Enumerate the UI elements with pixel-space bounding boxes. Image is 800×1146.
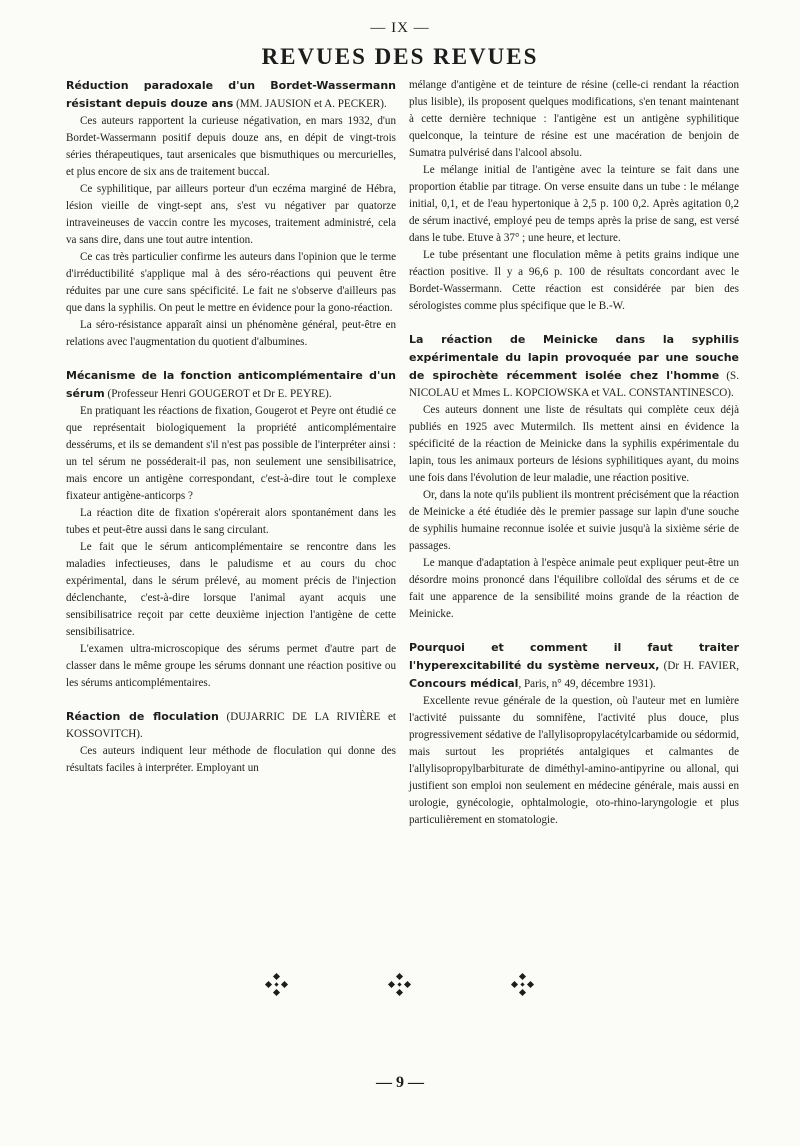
article-4-authors: (S. NICOLAU et Mmes L. KOPCIOWSKA et VAL. CONSTANTINESCO). [409, 370, 739, 399]
article-2-paragraph: L'examen ultra-microscopique des sérums permet d'autre part de classer dans le même groupe les sérums donnant une réaction positive ou les sérums anticomplémentaires. [66, 643, 396, 689]
article-spacer [409, 315, 739, 331]
article-3-paragraph: Le tube présentant une floculation même à petits grains indique une réaction positive. Il y a 96,6 p. 100 de résultats concordant avec le Bordet-Wassermann. Cette réaction est considérée par bien des sérologistes comme plus spécifique que le B.-W. [409, 249, 739, 312]
article-1-paragraph: Ce cas très particulier confirme les auteurs dans l'opinion que le terme d'irréductibilité s'applique mal à des séro-réactions qui peuvent être réduites par une cure sans spécificité. Le fait ne s'observe d'ailleurs pas que dans la syphilis. On peut le mettre en évidence pour la gono-réaction. [66, 251, 396, 314]
article-3-heading [66, 708, 396, 743]
article-1-heading [66, 77, 396, 113]
article-1-paragraph: Ce syphilitique, par ailleurs porteur d'un eczéma marginé de Hébra, lésion vieille de vingt-sept ans, s'est vu négativer par quatorze intraveineuses de vaccin contre les mycoses, traitement administré, cela va sans dire, dans une tout autre intention. [66, 183, 396, 246]
article-spacer [66, 351, 396, 367]
article-3-paragraph: Ces auteurs indiquent leur méthode de floculation qui donne des résultats faciles à interpréter. Employant un [66, 745, 396, 774]
article-4-heading [409, 331, 739, 402]
article-5-authors: (Dr H. FAVIER, [659, 660, 740, 672]
article-3-title: Réaction de floculation [66, 710, 219, 723]
ornament-row [0, 974, 800, 1000]
article-1-title: Réduction paradoxale d'un Bordet-Wassermann résistant depuis douze ans [66, 79, 396, 110]
article-4-paragraph: Le manque d'adaptation à l'espèce animale peut expliquer peut-être un désordre moins prononcé dans l'équilibre colloïdal des sérums et de ce fait une apparence de la sensibilité moins grande de la réaction de Meinicke. [409, 557, 739, 620]
article-4-title: La réaction de Meinicke dans la syphilis expérimentale du lapin provoquée par une souche de spirochète récemment isolée chez l'homme [409, 333, 739, 382]
article-3-paragraph-continued: mélange d'antigène et de teinture de résine (celle-ci rendant la réaction plus lisible), ils proposent quelques modifications, s'en tenant maintenant à cette dernière technique : l'antigène est un antigène syphilitique quelconque, la teinture de résine est une macération de benjoin de Sumatra pulvérisé dans l'alcool absolu. [409, 79, 739, 159]
article-3-paragraph: Le mélange initial de l'antigène avec la teinture se fait dans une proportion établie par titrage. On verse ensuite dans un tube : le mélange initial, 0,1, et de l'eau hypertonique à 2,5 p. 100 0,2. Après agitation 0,2 de sérum inactivé, employé peu de temps après la prise de sang, est versé dans le tube. Etuve à 37° ; une heure, et lecture. [409, 164, 739, 244]
article-1-paragraph: Ces auteurs rapportent la curieuse négativation, en mars 1932, d'un Bordet-Wassermann positif depuis douze ans, en dépit de vingt-trois séries thérapeutiques, taut arsenicales que bismuthiques ou mercurielles, et plus encore de six ans de traitement buccal. [66, 115, 396, 178]
page-number-bottom: — 9 — [376, 1074, 424, 1091]
diamond-ornament-icon [266, 974, 288, 996]
article-5-title: Pourquoi et comment il faut traiter l'hyperexcitabilité du système nerveux, [409, 641, 739, 672]
article-2-paragraph: Le fait que le sérum anticomplémentaire se rencontre dans les maladies infectieuses, dans le paludisme et au cours du choc expérimental, dans le sérum prélevé, au moment précis de l'injection déclenchante, c'est-à-dire lorsque l'animal ayant acquis une sensibilisatrice reçoit par cette deuxième injection l'antigène de cette sensibilisatrice. [66, 541, 396, 638]
article-2-title: Mécanisme de la fonction anticomplémentaire d'un sérum [66, 369, 396, 400]
article-5-source: Concours médical [409, 677, 519, 690]
article-4-paragraph: Or, dans la note qu'ils publient ils montrent précisément que la réaction de Meinicke a été étudiée dès le premier passage sur lapin d'une souche de syphilis humaine reconnue isolée et suivie jusqu'à la sixième série de passages. [409, 489, 739, 552]
article-spacer [409, 623, 739, 639]
page-title: REVUES DES REVUES [261, 44, 539, 69]
diamond-ornament-icon [389, 974, 411, 996]
article-5-paragraph: Excellente revue générale de la question, où l'auteur met en lumière l'activité puissante du somnifène, l'activité plus douce, plus progressivement sédative de l'allylisopropylacétylcarbamide ou sédormid, mais surtout les propriétés antalgiques et calmantes de l'allylisopropylbarbiturate de diméthyl-amino-antipyrine ou allonal, qui justifient son emploi non seulement en médecine générale, mais aussi en urologie, gynécologie, ophtalmologie, oto-rhino-laryngologie et plus particulièrement en stomatologie. [409, 695, 739, 826]
article-4-paragraph: Ces auteurs donnent une liste de résultats qui complète ceux déjà publiés en 1925 avec Mutermilch. Ils mettent ainsi en évidence la spécificité de la réaction de Meinicke dans la syphilis expérimentale du lapin, tous les animaux porteurs de lésions syphilitiques ayant, du moins une fois dans l'évolution de leur maladie, une réaction positive. [409, 404, 739, 484]
article-1-paragraph: La séro-résistance apparaît ainsi un phénomène général, peut-être en relations avec l'augmentation du quotient d'albumines. [66, 319, 396, 348]
article-5-reference: , Paris, n° 49, décembre 1931). [518, 678, 656, 690]
left-column [66, 77, 396, 777]
page-number-top: — IX — [370, 20, 430, 36]
diamond-ornament-icon [512, 974, 534, 996]
article-2-paragraph: En pratiquant les réactions de fixation, Gougerot et Peyre ont étudié ce que représentait biologiquement la propriété anticomplémentaire dessérums, et ils se demandent s'il n'est pas possible de l'interpréter ainsi : un tel sérum ne posséderait-il pas, non seulement une sensibilisatrice, mais encore un antigène correspondant, c'est-à-dire tout le complexe fixateur antigène-anticorps ? [66, 405, 396, 502]
article-spacer [66, 692, 396, 708]
right-column [409, 77, 739, 829]
article-2-paragraph: La réaction dite de fixation s'opérerait alors spontanément dans les tubes et peut-être aussi dans le sang circulant. [66, 507, 396, 536]
article-3-authors: (DUJARRIC DE LA RIVIÈRE et KOSSOVITCH). [66, 711, 396, 740]
article-5-heading [409, 639, 739, 693]
article-1-authors: (MM. JAUSION et A. PECKER). [233, 98, 387, 110]
article-2-authors: (Professeur Henri GOUGEROT et Dr E. PEYRE). [104, 388, 332, 400]
article-2-heading [66, 367, 396, 403]
